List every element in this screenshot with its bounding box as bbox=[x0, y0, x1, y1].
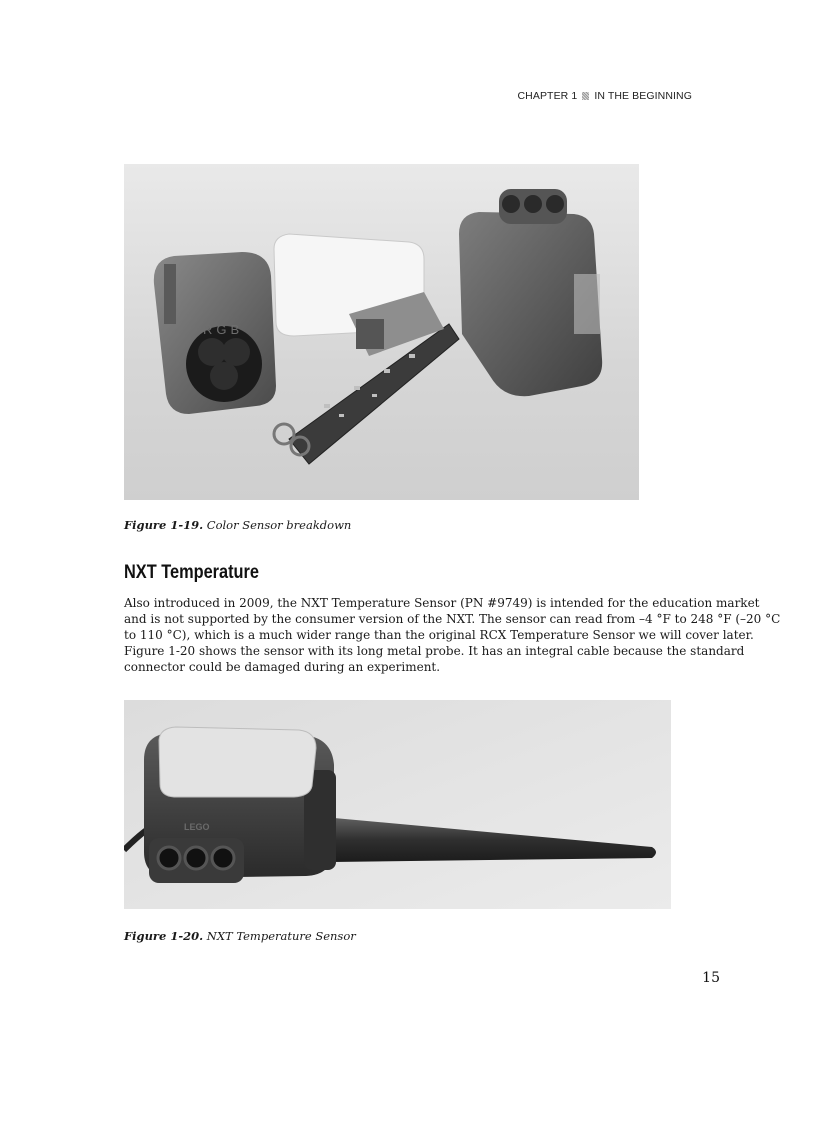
separator-square-icon bbox=[582, 92, 589, 100]
figure-1-20-photo bbox=[124, 700, 671, 909]
body-line: to 110 °C), which is a much wider range than the original RCX Temperature Sensor we will cover later. bbox=[124, 628, 754, 642]
section-heading: NXT Temperature bbox=[124, 562, 259, 583]
chapter-title: IN THE BEGINNING bbox=[594, 90, 692, 102]
figure-1-20-number: Figure 1-20. bbox=[124, 929, 204, 943]
figure-1-19-text: Color Sensor breakdown bbox=[206, 518, 352, 532]
figure-1-19-number: Figure 1-19. bbox=[124, 518, 204, 532]
lego-print: LEGO bbox=[184, 822, 210, 832]
figure-1-19-photo bbox=[124, 164, 639, 500]
body-line: and is not supported by the consumer version of the NXT. The sensor can read from –4 °F to 248 °F (–20 °C bbox=[124, 612, 781, 626]
figure-1-20-caption bbox=[124, 929, 356, 943]
figure-1-19-caption bbox=[124, 518, 351, 532]
running-head bbox=[517, 90, 692, 102]
body-line: Also introduced in 2009, the NXT Temperature Sensor (PN #9749) is intended for the education market bbox=[124, 596, 760, 610]
chapter-label: CHAPTER 1 bbox=[517, 90, 578, 102]
body-line: Figure 1-20 shows the sensor with its long metal probe. It has an integral cable because the standard bbox=[124, 644, 745, 658]
figure-1-20-text: NXT Temperature Sensor bbox=[206, 929, 356, 943]
rgb-print: RGB bbox=[203, 322, 244, 337]
section-body bbox=[124, 595, 781, 675]
body-line: connector could be damaged during an experiment. bbox=[124, 660, 441, 674]
page-number: 15 bbox=[702, 970, 720, 986]
